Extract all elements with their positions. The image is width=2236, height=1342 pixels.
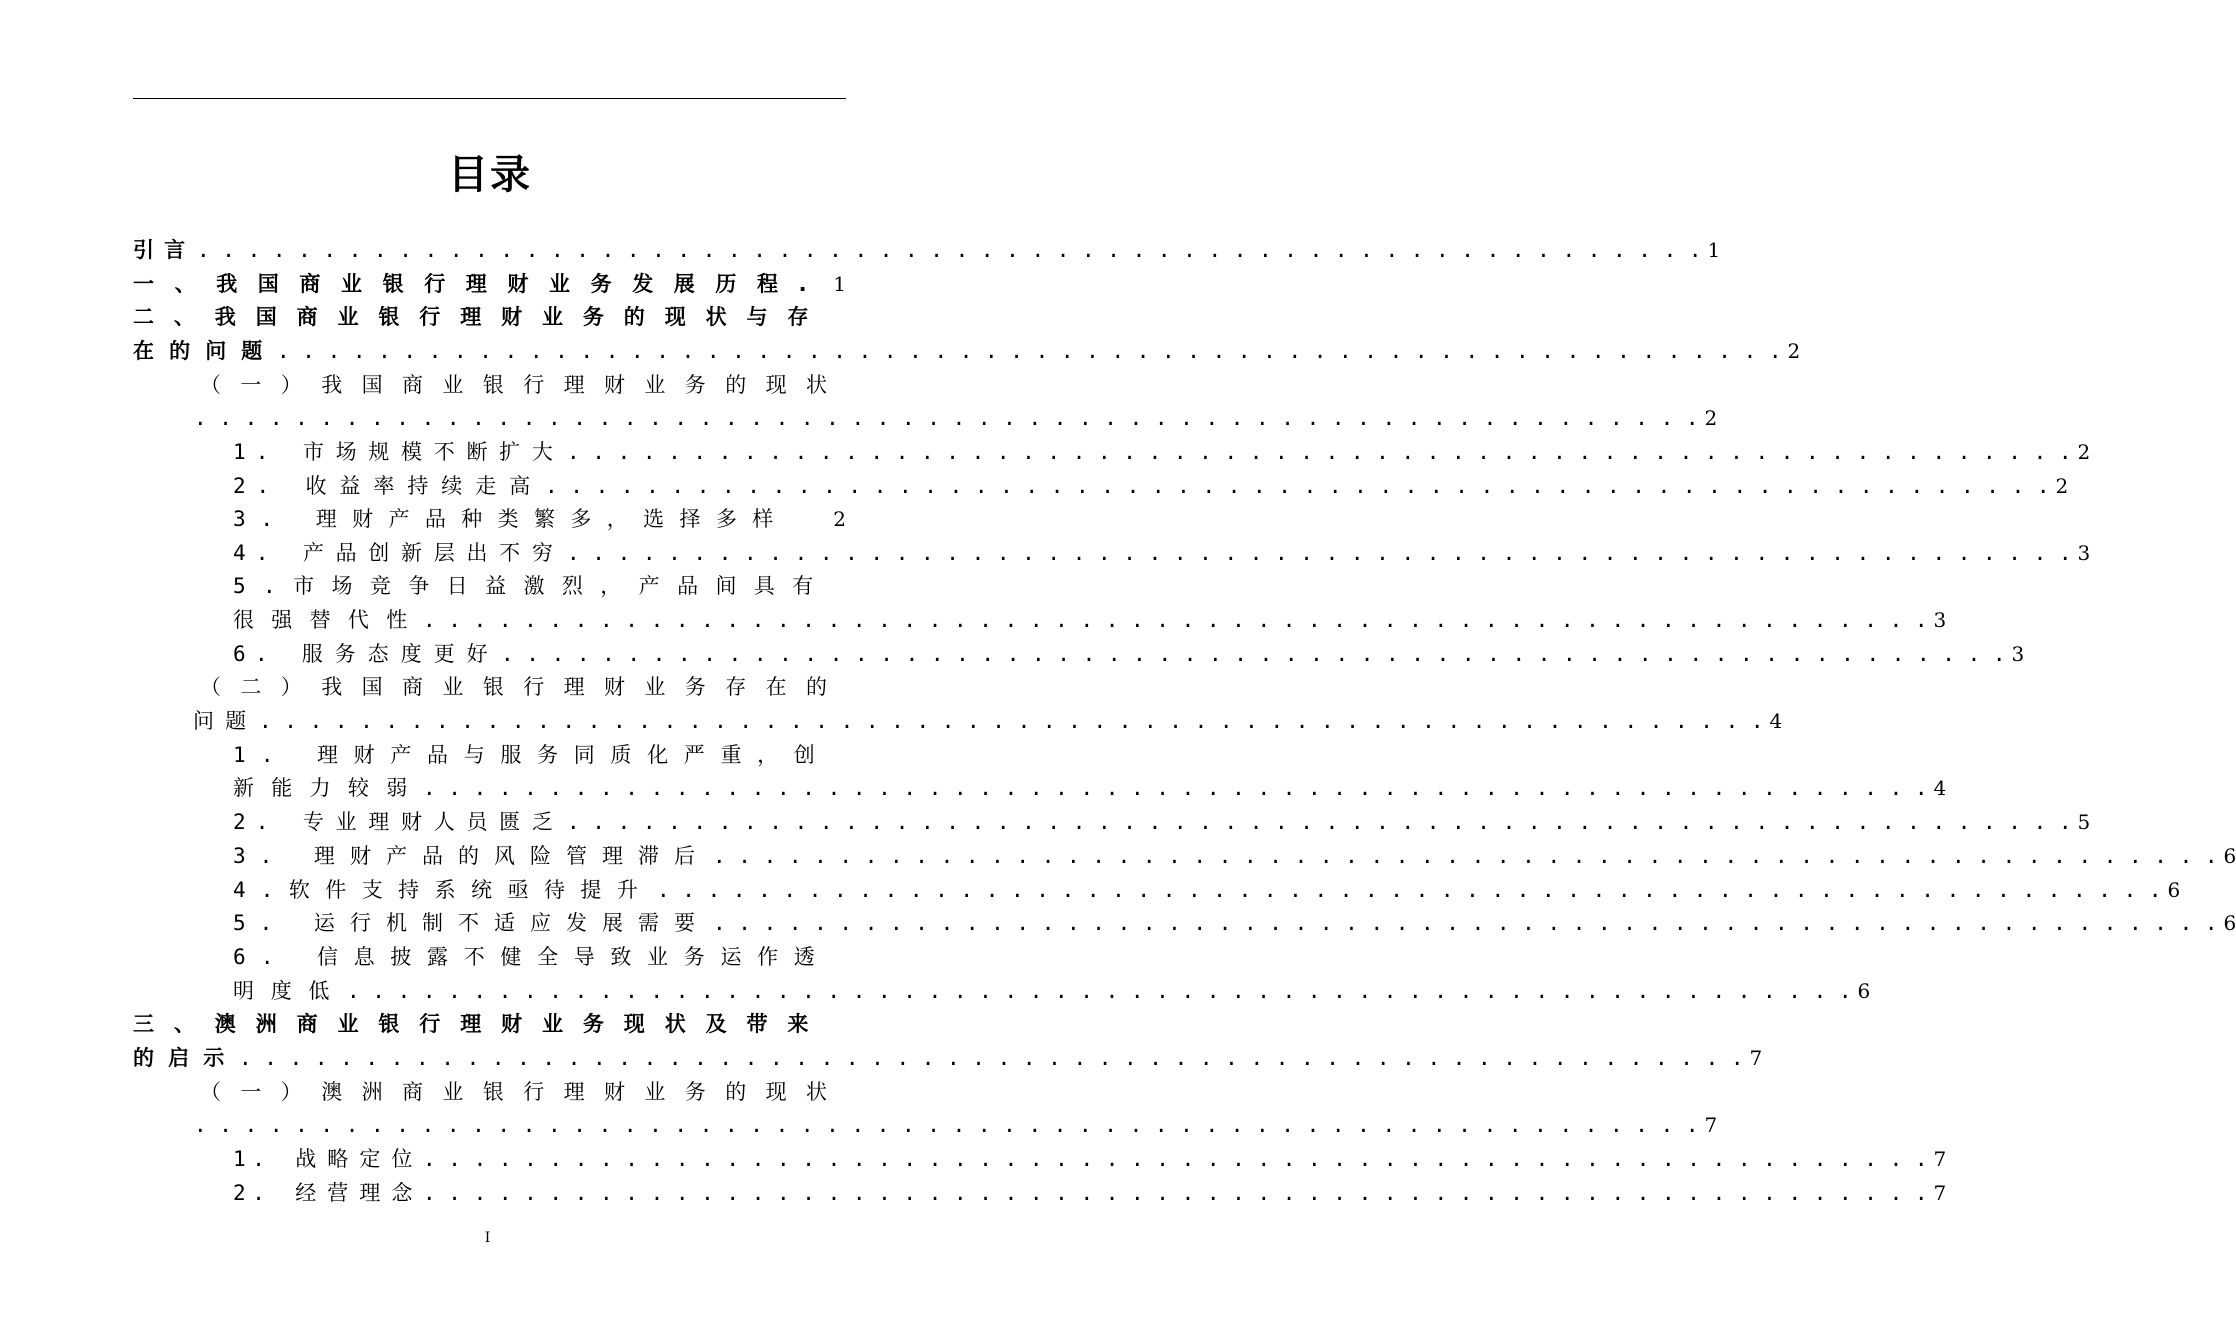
toc-entry[interactable] — [233, 875, 2181, 905]
dot-leader: . . . . . . . . . . . . . . . . . . . . . . . . . . . . . . . . . . . . . . . . . . . . . . . . . . . . . . . . . . . . — [194, 1113, 1699, 1137]
toc-entry-title: 一、我国商业银行理财业务发展历程. — [133, 272, 828, 296]
toc-page-number: 7 — [1749, 1046, 1763, 1070]
toc-page-number: 6 — [1857, 979, 1871, 1003]
toc-entry[interactable] — [190, 403, 1718, 433]
toc-page-number: 3 — [2077, 541, 2091, 565]
toc-entry[interactable] — [133, 336, 1801, 366]
dot-leader: . . . . . . . . . . . . . . . . . . . . . . . . . . . . . . . . . . . . . . . . . . . . . . . . . . . . . . . . . . . . — [423, 776, 1928, 800]
toc-page-number: 2 — [833, 507, 846, 531]
dot-leader: . . . . . . . . . . . . . . . . . . . . . . . . . . . . . . . . . . . . . . . . . . . . . . . . . . . . . . . . . . . . — [657, 878, 2162, 902]
toc-entry-title: 2. 经营理念 — [233, 1181, 419, 1205]
toc-entry-title: 引言 — [133, 238, 196, 262]
toc-entry-title: （一）澳洲商业银行理财业务的现状 — [200, 1080, 847, 1104]
dot-leader: . . . . . . . . . . . . . . . . . . . . . . . . . . . . . . . . . . . . . . . . . . . . . . . . . . . . . . . . . . . . — [277, 339, 1782, 363]
dot-leader: . . . . . . . . . . . . . . . . . . . . . . . . . . . . . . . . . . . . . . . . . . . . . . . . . . . . . . . . . . . . — [567, 541, 2072, 565]
toc-entry[interactable] — [233, 908, 2236, 938]
toc-entry[interactable] — [133, 269, 846, 299]
toc-entry-title: 在的问题 — [133, 339, 278, 363]
toc-page-number: 4 — [1933, 776, 1947, 800]
toc-page-number: 2 — [2055, 474, 2069, 498]
toc-entry-title: 6. 服务态度更好 — [233, 642, 497, 666]
toc-entry-title: 4. 产品创新层出不穷 — [233, 541, 563, 565]
dot-leader: . . . . . . . . . . . . . . . . . . . . . . . . . . . . . . . . . . . . . . . . . . . . . . . . . . . . . . . . . . . . — [713, 911, 2218, 935]
toc-entry-title: 三、澳洲商业银行理财业务现状及带来 — [133, 1012, 829, 1036]
toc-entry-title: 1. 理财产品与服务同质化严重，创 — [233, 743, 830, 767]
dot-leader: . . . . . . . . . . . . . . . . . . . . . . . . . . . . . . . . . . . . . . . . . . . . . . . . . . . . . . . . . . . . — [259, 709, 1764, 733]
dot-leader: . . . . . . . . . . . . . . . . . . . . . . . . . . . . . . . . . . . . . . . . . . . . . . . . . . . . . . . . . . . . — [423, 608, 1928, 632]
page-title: 目录 — [448, 152, 532, 198]
toc-page-number: 6 — [2223, 844, 2236, 868]
toc-page-number: 7 — [1933, 1181, 1947, 1205]
toc-entry-title: 明度低 — [233, 979, 347, 1003]
toc-entry[interactable] — [233, 942, 830, 972]
toc-entry-title: 5. 运行机制不适应发展需要 — [233, 911, 709, 935]
dot-leader: . . . . . . . . . . . . . . . . . . . . . . . . . . . . . . . . . . . . . . . . . . . . . . . . . . . . . . . . . . . . — [347, 979, 1852, 1003]
toc-entry-title: 1. 战略定位 — [233, 1147, 419, 1171]
toc-entry[interactable] — [233, 1144, 1947, 1174]
toc-entry[interactable] — [233, 639, 2025, 669]
toc-entry-title: 2. 专业理财人员匮乏 — [233, 810, 563, 834]
header-rule — [133, 98, 846, 99]
toc-entry[interactable] — [233, 605, 1947, 635]
dot-leader: . . . . . . . . . . . . . . . . . . . . . . . . . . . . . . . . . . . . . . . . . . . . . . . . . . . . . . . . . . . . — [197, 238, 1702, 262]
dot-leader: . . . . . . . . . . . . . . . . . . . . . . . . . . . . . . . . . . . . . . . . . . . . . . . . . . . . . . . . . . . . — [567, 440, 2072, 464]
toc-entry[interactable] — [200, 370, 847, 400]
toc-entry[interactable] — [233, 773, 1947, 803]
toc-entry[interactable] — [190, 1110, 1718, 1140]
toc-entry-title: 6. 信息披露不健全导致业务运作透 — [233, 945, 830, 969]
dot-leader: . . . . . . . . . . . . . . . . . . . . . . . . . . . . . . . . . . . . . . . . . . . . . . . . . . . . . . . . . . . . — [423, 1147, 1928, 1171]
toc-entry[interactable] — [200, 1077, 847, 1107]
toc-page-number: 4 — [1769, 709, 1783, 733]
toc-entry[interactable] — [133, 235, 1721, 265]
toc-page-number: 2 — [1787, 339, 1801, 363]
dot-leader: . . . . . . . . . . . . . . . . . . . . . . . . . . . . . . . . . . . . . . . . . . . . . . . . . . . . . . . . . . . . — [713, 844, 2218, 868]
toc-entry-title: 问题 — [193, 709, 258, 733]
toc-page-number: 7 — [1704, 1113, 1718, 1137]
toc-entry[interactable] — [193, 706, 1783, 736]
toc-entry-title: 新能力较弱 — [233, 776, 425, 800]
toc-entry[interactable] — [233, 504, 846, 534]
toc-page-number: 3 — [1933, 608, 1947, 632]
toc-entry[interactable] — [233, 740, 830, 770]
toc-page-number: 1 — [833, 272, 846, 296]
toc-entry[interactable] — [233, 437, 2091, 467]
toc-page-number: 7 — [1933, 1147, 1947, 1171]
toc-page-number: 2 — [1704, 406, 1718, 430]
toc-page-number: 1 — [1707, 238, 1721, 262]
toc-page-number: 3 — [2011, 642, 2025, 666]
toc-entry[interactable] — [133, 302, 829, 332]
toc-entry[interactable] — [133, 1009, 829, 1039]
toc-entry-title: （一）我国商业银行理财业务的现状 — [200, 373, 847, 397]
toc-entry-title: 1. 市场规模不断扩大 — [233, 440, 563, 464]
toc-entry[interactable] — [233, 1178, 1947, 1208]
toc-entry-title: 2. 收益率持续走高 — [233, 474, 541, 498]
toc-page-number: 6 — [2223, 911, 2236, 935]
toc-entry-title: 4.软件支持系统亟待提升 — [233, 878, 653, 902]
toc-entry-title: （二）我国商业银行理财业务存在的 — [200, 675, 847, 699]
toc-entry[interactable] — [233, 976, 1871, 1006]
toc-entry[interactable] — [233, 571, 830, 601]
toc-entry-title: 3. 理财产品种类繁多，选择多样 — [233, 507, 788, 531]
toc-entry[interactable] — [233, 538, 2091, 568]
toc-entry-title: 二、我国商业银行理财业务的现状与存 — [133, 305, 829, 329]
dot-leader: . . . . . . . . . . . . . . . . . . . . . . . . . . . . . . . . . . . . . . . . . . . . . . . . . . . . . . . . . . . . — [239, 1046, 1744, 1070]
dot-leader: . . . . . . . . . . . . . . . . . . . . . . . . . . . . . . . . . . . . . . . . . . . . . . . . . . . . . . . . . . . . — [423, 1181, 1928, 1205]
page-number-footer: I — [484, 1230, 491, 1246]
dot-leader: . . . . . . . . . . . . . . . . . . . . . . . . . . . . . . . . . . . . . . . . . . . . . . . . . . . . . . . . . . . . — [501, 642, 2006, 666]
toc-entry[interactable] — [233, 471, 2069, 501]
toc-page-number: 2 — [2077, 440, 2091, 464]
toc-entry[interactable] — [133, 1043, 1763, 1073]
toc-entry-title: 的启示 — [133, 1046, 239, 1070]
toc-entry-title: 5.市场竞争日益激烈，产品间具有 — [233, 574, 831, 598]
dot-leader: . . . . . . . . . . . . . . . . . . . . . . . . . . . . . . . . . . . . . . . . . . . . . . . . . . . . . . . . . . . . — [194, 406, 1699, 430]
toc-entry-title: 3. 理财产品的风险管理滞后 — [233, 844, 709, 868]
toc-entry-title: 很强替代性 — [233, 608, 425, 632]
dot-leader: . . . . . . . . . . . . . . . . . . . . . . . . . . . . . . . . . . . . . . . . . . . . . . . . . . . . . . . . . . . . — [567, 810, 2072, 834]
toc-entry[interactable] — [233, 807, 2091, 837]
toc-page-number: 6 — [2167, 878, 2181, 902]
toc-entry[interactable] — [233, 841, 2236, 871]
toc-entry[interactable] — [200, 672, 847, 702]
dot-leader: . . . . . . . . . . . . . . . . . . . . . . . . . . . . . . . . . . . . . . . . . . . . . . . . . . . . . . . . . . . . — [545, 474, 2050, 498]
toc-page-number: 5 — [2077, 810, 2091, 834]
